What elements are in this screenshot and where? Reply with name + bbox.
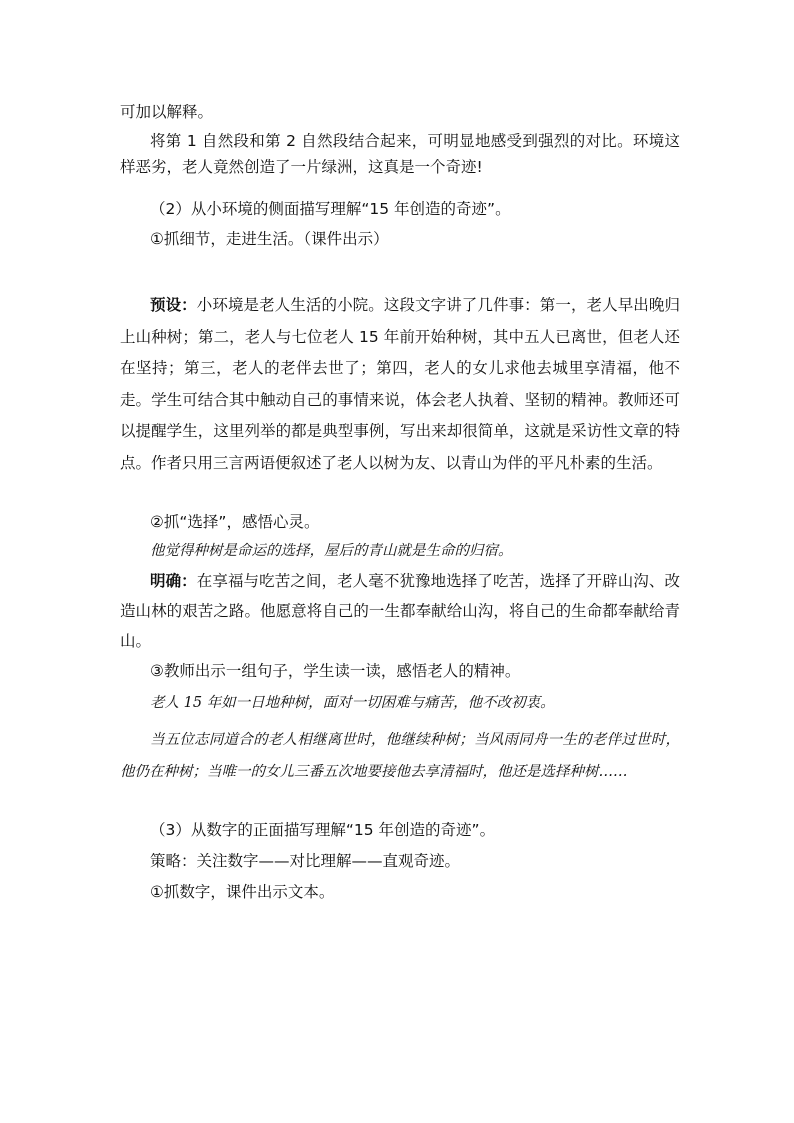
text-line: 策略：关注数字——对比理解——直观奇迹。 [150,852,461,870]
clarify-text: 在享福与吃苦之间，老人毫不犹豫地选择了吃苦，选择了开辟山沟、改造山林的艰苦之路。他愿意将自己的一生都奉献给山沟，将自己的生命都奉献给青山。 [120,572,680,650]
text-line: ③教师出示一组句子，学生读一读，感悟老人的精神。 [150,662,521,680]
subheading-2: （2）从小环境的侧面描写理解“15 年创造的奇迹”。 [150,200,511,218]
clarify-label: 明确： [150,572,197,590]
preset-text: 小环境是老人生活的小院。这段文字讲了几件事：第一，老人早出晚归上山种树；第二，老人与七位老人 15 年前开始种树，其中五人已离世，但老人还在坚持；第三，老人的老伴去世了；第四，老人的女儿求他去城里享清福，他不走。学生可结合其中触动自己的事情来说，体会老人执着、坚韧的精神。教师还可以提醒学生，这里列举的都是典型事例，写出来却很简单，这就是采访性文章的特点。作者只用三言两语便叙述了老人以树为友、以青山为伴的平凡朴素的生活。 [120,296,680,472]
quote-line: 老人 15 年如一日地种树，面对一切困难与痛苦，他不改初衷。 [150,695,555,711]
text-line: 可加以解释。 [120,103,214,121]
text-line: ②抓“选择”，感悟心灵。 [150,513,320,531]
text-line: ①抓数字，课件出示文本。 [150,883,335,901]
paragraph-contrast: 将第 1 自然段和第 2 自然段结合起来，可明显地感受到强烈的对比。环境这样恶劣，老人竟然创造了一片绿洲，这真是一个奇迹! [120,132,680,176]
text-line: ①抓细节，走进生活。（课件出示） [150,230,389,248]
preset-label: 预设： [150,296,197,314]
quote-line: 他觉得种树是命运的选择，屋后的青山就是生命的归宿。 [150,543,513,559]
paragraph-preset [120,290,680,479]
paragraph-clarify [120,566,680,656]
quote-paragraph: 当五位志同道合的老人相继离世时，他继续种树；当风雨同舟一生的老伴过世时，他仍在种树；当唯一的女儿三番五次地要接他去享清福时，他还是选择种树…… [120,732,680,780]
subheading-3: （3）从数字的正面描写理解“15 年创造的奇迹”。 [150,821,496,839]
